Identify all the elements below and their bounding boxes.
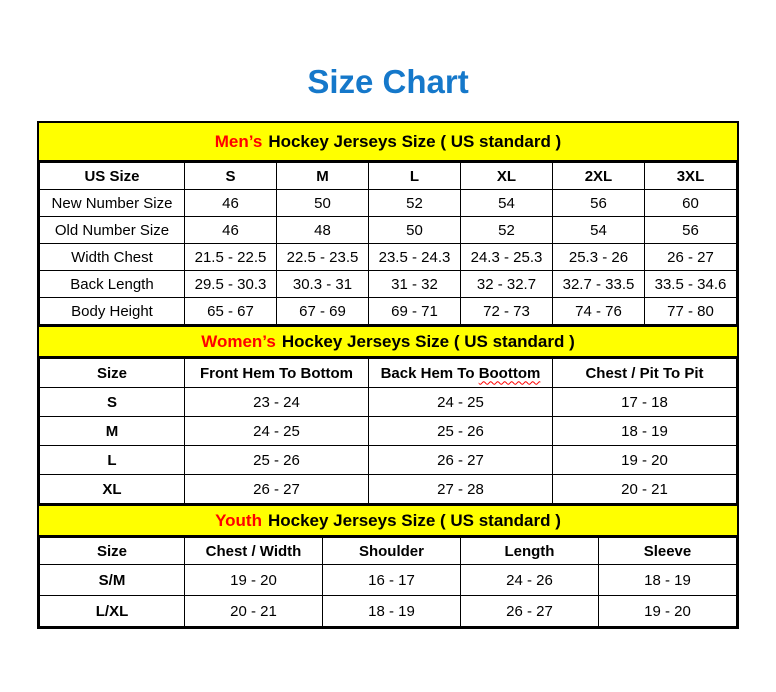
data-cell: 69 - 71 (368, 298, 460, 325)
data-cell: 52 (460, 217, 552, 244)
back-hem-prefix: Back Hem To (380, 364, 475, 382)
data-cell: 56 (644, 217, 736, 244)
youth-section-label: Youth (215, 510, 262, 530)
data-cell: 20 - 21 (552, 475, 736, 504)
data-cell: 74 - 76 (552, 298, 644, 325)
data-cell: 46 (184, 190, 276, 217)
mens-size-table (39, 162, 737, 325)
womens-col-chest: Chest / Pit To Pit (552, 359, 736, 388)
table-row (40, 217, 737, 244)
data-cell: 54 (460, 190, 552, 217)
data-cell: 19 - 20 (598, 596, 736, 627)
mens-col-s: S (184, 163, 276, 190)
data-cell: 26 - 27 (368, 446, 552, 475)
data-cell: 54 (552, 217, 644, 244)
data-cell: 18 - 19 (598, 565, 736, 596)
data-cell: 21.5 - 22.5 (184, 244, 276, 271)
data-cell: 26 - 27 (184, 475, 368, 504)
table-row (40, 417, 737, 446)
data-cell: 67 - 69 (276, 298, 368, 325)
mens-col-m: M (276, 163, 368, 190)
youth-col-sleeve: Sleeve (598, 538, 736, 565)
data-cell: 33.5 - 34.6 (644, 271, 736, 298)
data-cell: 24.3 - 25.3 (460, 244, 552, 271)
row-label-cell: Width Chest (40, 244, 185, 271)
data-cell: 23.5 - 24.3 (368, 244, 460, 271)
data-cell: 72 - 73 (460, 298, 552, 325)
mens-section-header (39, 123, 737, 162)
data-cell: 25 - 26 (368, 417, 552, 446)
data-cell: 77 - 80 (644, 298, 736, 325)
table-row (40, 298, 737, 325)
data-cell: 25.3 - 26 (552, 244, 644, 271)
mens-col-3xl: 3XL (644, 163, 736, 190)
mens-section-title: Hockey Jerseys Size ( US standard ) (268, 131, 562, 151)
womens-size-table (39, 358, 737, 504)
data-cell: 18 - 19 (322, 596, 460, 627)
womens-section-title: Hockey Jerseys Size ( US standard ) (281, 331, 575, 351)
mens-col-xl: XL (460, 163, 552, 190)
youth-section-title: Hockey Jerseys Size ( US standard ) (267, 510, 561, 530)
data-cell: 29.5 - 30.3 (184, 271, 276, 298)
row-label-cell: S (40, 388, 185, 417)
data-cell: 52 (368, 190, 460, 217)
row-label-cell: Body Height (40, 298, 185, 325)
table-row (40, 565, 737, 596)
data-cell: 31 - 32 (368, 271, 460, 298)
data-cell: 30.3 - 31 (276, 271, 368, 298)
table-row (40, 596, 737, 627)
womens-section-header (39, 325, 737, 358)
table-row (40, 446, 737, 475)
table-row (40, 271, 737, 298)
table-row (40, 475, 737, 504)
row-label-cell: L (40, 446, 185, 475)
table-row (40, 388, 737, 417)
data-cell: 16 - 17 (322, 565, 460, 596)
row-label-cell: New Number Size (40, 190, 185, 217)
youth-col-shoulder: Shoulder (322, 538, 460, 565)
data-cell: 22.5 - 23.5 (276, 244, 368, 271)
mens-section-label: Men’s (214, 131, 263, 151)
size-chart (37, 121, 739, 629)
data-cell: 23 - 24 (184, 388, 368, 417)
youth-col-length: Length (460, 538, 598, 565)
data-cell: 17 - 18 (552, 388, 736, 417)
page-title: Size Chart (307, 63, 469, 100)
row-label-cell: XL (40, 475, 185, 504)
data-cell: 56 (552, 190, 644, 217)
data-cell: 25 - 26 (184, 446, 368, 475)
row-label-cell: L/XL (40, 596, 185, 627)
data-cell: 18 - 19 (552, 417, 736, 446)
womens-col-front-hem: Front Hem To Bottom (184, 359, 368, 388)
data-cell: 48 (276, 217, 368, 244)
data-cell: 27 - 28 (368, 475, 552, 504)
womens-header-row (40, 359, 737, 388)
mens-header-row (40, 163, 737, 190)
mens-col-us-size: US Size (40, 163, 185, 190)
data-cell: 60 (644, 190, 736, 217)
table-row (40, 244, 737, 271)
back-hem-typo-word: Boottom (478, 364, 541, 382)
youth-col-size: Size (40, 538, 185, 565)
data-cell: 50 (276, 190, 368, 217)
data-cell: 24 - 26 (460, 565, 598, 596)
data-cell: 50 (368, 217, 460, 244)
data-cell: 26 - 27 (644, 244, 736, 271)
data-cell: 24 - 25 (184, 417, 368, 446)
mens-col-2xl: 2XL (552, 163, 644, 190)
youth-col-chest: Chest / Width (184, 538, 322, 565)
data-cell: 24 - 25 (368, 388, 552, 417)
youth-section-header (39, 504, 737, 537)
youth-size-table (39, 537, 737, 627)
data-cell: 65 - 67 (184, 298, 276, 325)
womens-section-label: Women’s (201, 331, 276, 351)
data-cell: 46 (184, 217, 276, 244)
womens-col-back-hem (368, 359, 552, 388)
row-label-cell: Old Number Size (40, 217, 185, 244)
data-cell: 19 - 20 (552, 446, 736, 475)
table-row (40, 190, 737, 217)
data-cell: 32.7 - 33.5 (552, 271, 644, 298)
mens-col-l: L (368, 163, 460, 190)
youth-header-row (40, 538, 737, 565)
row-label-cell: S/M (40, 565, 185, 596)
data-cell: 19 - 20 (184, 565, 322, 596)
womens-col-size: Size (40, 359, 185, 388)
row-label-cell: M (40, 417, 185, 446)
row-label-cell: Back Length (40, 271, 185, 298)
data-cell: 26 - 27 (460, 596, 598, 627)
data-cell: 32 - 32.7 (460, 271, 552, 298)
data-cell: 20 - 21 (184, 596, 322, 627)
